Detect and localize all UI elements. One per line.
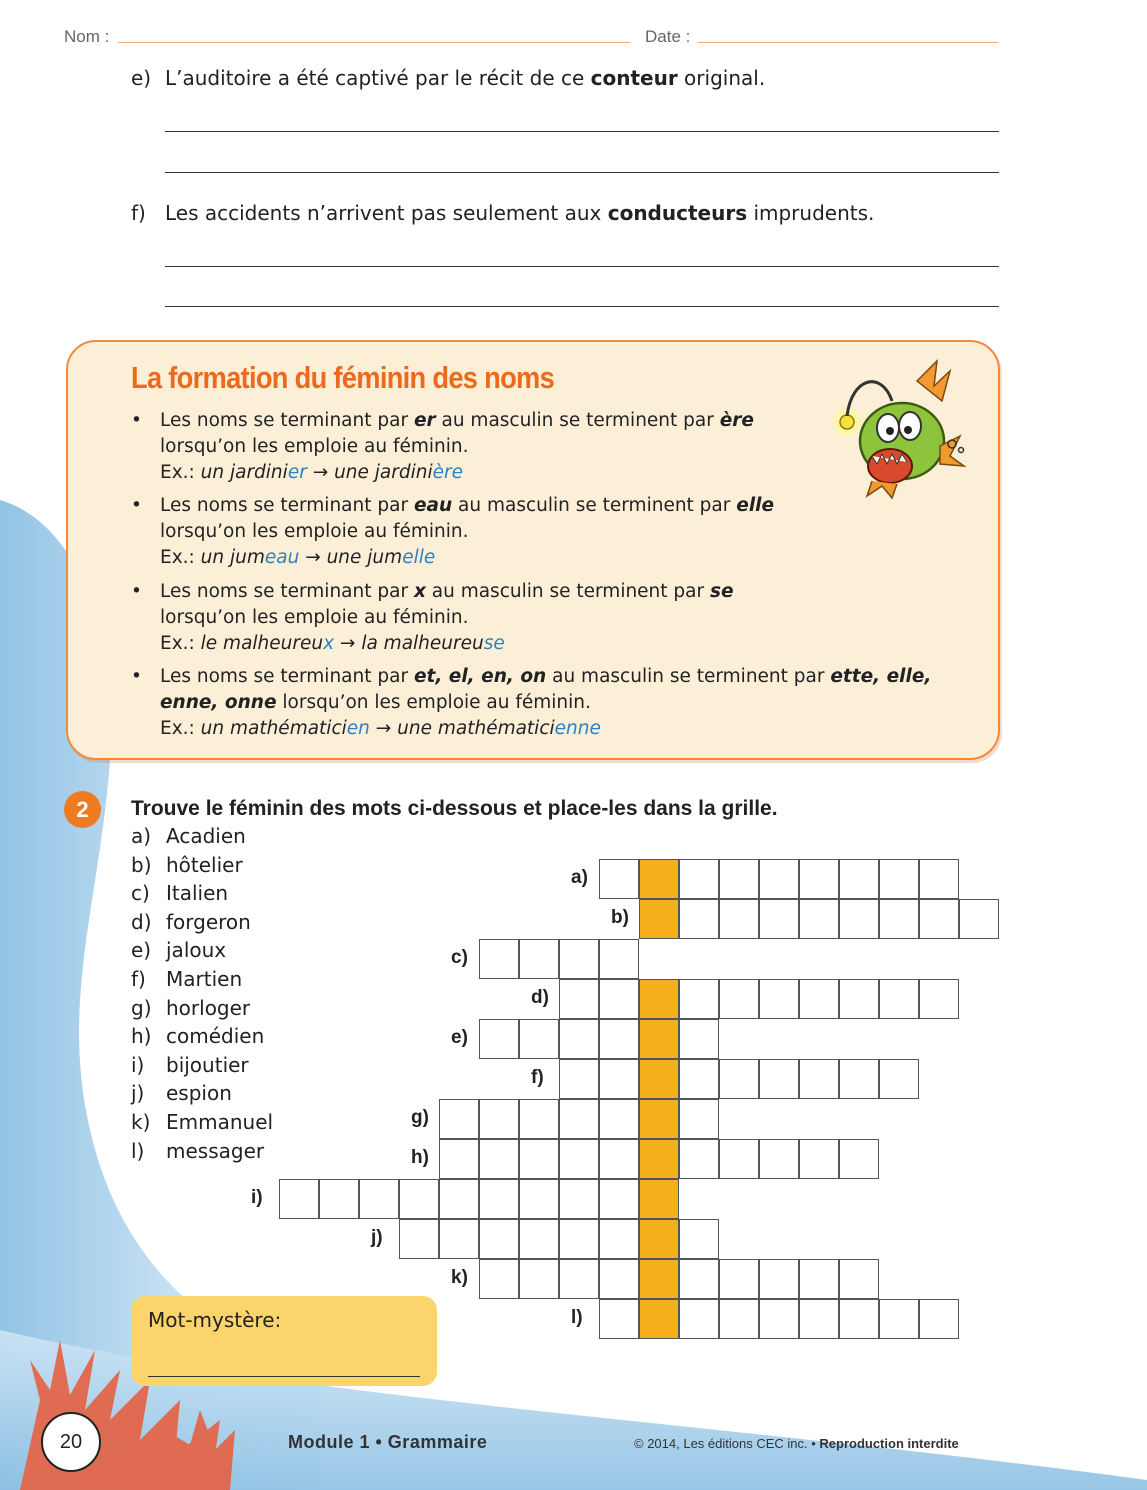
grid-cell[interactable] (599, 1139, 639, 1179)
grid-cell[interactable] (879, 899, 919, 939)
mystery-cell[interactable] (639, 899, 679, 939)
grid-cell[interactable] (919, 899, 959, 939)
example-masc-ending: en (346, 718, 370, 739)
grid-cell[interactable] (479, 1179, 519, 1219)
example-label: Ex.: (160, 462, 201, 483)
rule-text: Les noms se terminant par (160, 666, 414, 687)
exercise-number-badge: 2 (64, 791, 101, 828)
ending-fem: ère (719, 410, 754, 431)
grid-cell[interactable] (759, 1059, 799, 1099)
ending-masc: x (413, 581, 426, 602)
rule-text: Les noms se terminant par (160, 410, 414, 431)
ending-fem: se (710, 581, 734, 602)
grid-cell[interactable] (519, 939, 559, 979)
sentence-part: imprudents. (747, 201, 875, 225)
grid-cell[interactable] (879, 1299, 919, 1339)
grid-cell[interactable] (839, 1059, 879, 1099)
grid-cell[interactable] (919, 859, 959, 899)
grid-row-label: g) (411, 1107, 429, 1128)
example-fem: une jum (326, 547, 403, 568)
rule-text: au masculin se terminent par (546, 666, 831, 687)
grid-cell[interactable] (919, 979, 959, 1019)
mystery-cell[interactable] (639, 1219, 679, 1259)
example-fem: une jardini (334, 462, 433, 483)
grid-cell[interactable] (439, 1139, 479, 1179)
word-label: b) (131, 852, 152, 877)
word-label: i) (131, 1052, 145, 1077)
example-fem-ending: ère (432, 462, 463, 483)
word-item (131, 853, 243, 877)
example-label: Ex.: (160, 633, 201, 654)
grid-cell[interactable] (599, 979, 639, 1019)
word-text: bijoutier (166, 1052, 249, 1077)
grid-row-label: l) (571, 1307, 583, 1328)
grid-cell[interactable] (519, 1219, 559, 1259)
bold-noun: conducteurs (607, 201, 748, 225)
grid-cell[interactable] (679, 1219, 719, 1259)
rule-text: au masculin se terminent par (435, 410, 720, 431)
grid-cell[interactable] (599, 939, 639, 979)
grid-cell[interactable] (759, 979, 799, 1019)
grid-cell[interactable] (839, 1259, 879, 1299)
bullet: • (131, 666, 142, 687)
grid-cell[interactable] (679, 859, 719, 899)
answer-line[interactable] (165, 266, 999, 267)
grid-cell[interactable] (559, 979, 599, 1019)
footer-copyright (634, 1436, 959, 1451)
grid-cell[interactable] (799, 1299, 839, 1339)
grid-cell[interactable] (559, 1019, 599, 1059)
word-label: f) (131, 967, 146, 991)
grid-cell[interactable] (759, 1299, 799, 1339)
grid-cell[interactable] (879, 979, 919, 1019)
grid-cell[interactable] (599, 1219, 639, 1259)
word-item (131, 1139, 264, 1163)
rule-text: Les noms se terminant par (160, 581, 414, 602)
grid-cell[interactable] (559, 1259, 599, 1299)
arrow: → (369, 718, 398, 739)
anglerfish-mascot-illustration (822, 356, 972, 506)
page-number: 20 (41, 1412, 101, 1472)
word-label: j) (131, 1081, 145, 1106)
grid-cell[interactable] (599, 1299, 639, 1339)
ending-fem: enne, onne (160, 692, 277, 713)
rule-example (160, 460, 891, 486)
rule-text: lorsqu’on les emploie au féminin. (160, 607, 469, 628)
grid-cell[interactable] (759, 1139, 799, 1179)
word-label: c) (131, 881, 150, 906)
example-fem: la malheureu (361, 633, 484, 654)
exercise-item-e (131, 66, 765, 90)
grid-cell[interactable] (439, 1099, 479, 1139)
example-masc: le malheureu (200, 633, 324, 654)
word-label: h) (131, 1024, 152, 1049)
rule-2 (131, 493, 891, 571)
bold-noun: conteur (590, 66, 678, 90)
example-masc: un jardini (200, 462, 288, 483)
word-text: espion (166, 1081, 232, 1106)
grid-cell[interactable] (559, 939, 599, 979)
mystery-cell[interactable] (639, 1259, 679, 1299)
mystery-cell[interactable] (639, 1019, 679, 1059)
word-text: Acadien (166, 824, 246, 848)
name-label: Nom : (64, 27, 110, 46)
grid-cell[interactable] (399, 1179, 439, 1219)
grid-cell[interactable] (599, 1099, 639, 1139)
grid-cell[interactable] (479, 1099, 519, 1139)
grid-cell[interactable] (319, 1179, 359, 1219)
grid-cell[interactable] (679, 1139, 719, 1179)
name-field-line[interactable] (118, 42, 630, 43)
copyright-bold: Reproduction interdite (819, 1436, 959, 1451)
word-item (131, 996, 250, 1020)
grid-cell[interactable] (799, 899, 839, 939)
grid-cell[interactable] (719, 1259, 759, 1299)
grid-cell[interactable] (679, 899, 719, 939)
example-label: Ex.: (160, 718, 201, 739)
example-masc-ending: er (287, 462, 307, 483)
word-text: comédien (166, 1024, 265, 1049)
grid-cell[interactable] (679, 979, 719, 1019)
grid-cell[interactable] (879, 859, 919, 899)
ending-masc: et, el, en, on (413, 666, 547, 687)
rule-3 (131, 579, 891, 657)
sentence-part: original. (677, 66, 766, 90)
rule-text: au masculin se terminent par (452, 495, 737, 516)
grid-cell[interactable] (719, 859, 759, 899)
rule-text: au masculin se terminent par (425, 581, 710, 602)
rule-example (160, 545, 891, 571)
ending-fem: ette, elle, (830, 666, 932, 687)
example-fem-ending: se (483, 633, 505, 654)
word-text: horloger (166, 995, 251, 1020)
grid-cell[interactable] (479, 1219, 519, 1259)
grid-cell[interactable] (759, 899, 799, 939)
rule-example (160, 631, 891, 657)
example-fem: une mathématici (397, 718, 555, 739)
grid-cell[interactable] (719, 1299, 759, 1339)
grid-row-label: j) (371, 1227, 383, 1248)
grid-cell[interactable] (679, 1019, 719, 1059)
mystery-cell[interactable] (639, 979, 679, 1019)
grid-cell[interactable] (559, 1179, 599, 1219)
date-label: Date : (645, 27, 691, 46)
grid-cell[interactable] (399, 1219, 439, 1259)
grid-cell[interactable] (799, 859, 839, 899)
word-label: g) (131, 995, 152, 1020)
item-label: e) (131, 66, 152, 90)
word-item (131, 881, 228, 905)
example-masc-ending: x (323, 633, 335, 654)
arrow: → (334, 633, 362, 654)
grid-cell[interactable] (839, 859, 879, 899)
grid-cell[interactable] (519, 1139, 559, 1179)
grid-cell[interactable] (679, 1099, 719, 1139)
grid-cell[interactable] (679, 1299, 719, 1339)
exercise-instruction: Trouve le féminin des mots ci-dessous et place-les dans la grille. (131, 797, 778, 820)
word-item (131, 938, 226, 962)
grid-cell[interactable] (559, 1059, 599, 1099)
word-text: messager (166, 1138, 265, 1163)
item-label: f) (131, 201, 146, 225)
grid-cell[interactable] (799, 1259, 839, 1299)
word-label: k) (131, 1110, 151, 1134)
grid-cell[interactable] (559, 1139, 599, 1179)
word-label: d) (131, 909, 152, 934)
grid-cell[interactable] (839, 899, 879, 939)
grid-cell[interactable] (759, 1259, 799, 1299)
grid-cell[interactable] (799, 1139, 839, 1179)
sentence-part: Les accidents n’arrivent pas seulement aux (165, 201, 608, 225)
rule-box-title: La formation du féminin des noms (131, 360, 555, 395)
grid-cell[interactable] (439, 1179, 479, 1219)
grid-cell[interactable] (599, 1019, 639, 1059)
word-text: hôtelier (166, 852, 243, 877)
grid-cell[interactable] (479, 1019, 519, 1059)
rule-example (160, 716, 971, 742)
grid-cell[interactable] (919, 1299, 959, 1339)
grid-cell[interactable] (759, 859, 799, 899)
answer-line[interactable] (165, 172, 999, 173)
grid-cell[interactable] (719, 1139, 759, 1179)
grid-cell[interactable] (799, 979, 839, 1019)
grid-cell[interactable] (879, 1059, 919, 1099)
rule-text: lorsqu’on les emploie au féminin. (160, 521, 469, 542)
grid-cell[interactable] (599, 1059, 639, 1099)
grid-cell[interactable] (599, 1179, 639, 1219)
grid-row-label: a) (571, 867, 588, 888)
grid-cell[interactable] (479, 939, 519, 979)
mystery-cell[interactable] (639, 1299, 679, 1339)
grid-row-label: i) (251, 1187, 263, 1208)
grid-row-label: b) (611, 907, 629, 928)
grid-row-label: k) (451, 1267, 468, 1288)
footer-module: Module 1 • Grammaire (288, 1432, 488, 1452)
bullet: • (131, 581, 142, 602)
example-label: Ex.: (160, 547, 201, 568)
grid-cell[interactable] (519, 1019, 559, 1059)
mystery-cell[interactable] (639, 1099, 679, 1139)
mystery-word-answer-line[interactable] (148, 1376, 420, 1377)
grid-cell[interactable] (599, 859, 639, 899)
grid-row-label: d) (531, 987, 549, 1008)
word-text: Martien (166, 967, 243, 991)
bullet: • (131, 495, 142, 516)
grid-cell[interactable] (719, 899, 759, 939)
word-item (131, 824, 246, 848)
grid-cell[interactable] (519, 1179, 559, 1219)
grid-row-label: c) (451, 947, 468, 968)
grid-cell[interactable] (839, 979, 879, 1019)
mystery-word-label: Mot-mystère: (148, 1308, 282, 1332)
grid-cell[interactable] (679, 1059, 719, 1099)
bullet: • (131, 410, 142, 431)
example-masc: un mathématici (200, 718, 347, 739)
answer-line[interactable] (165, 131, 999, 132)
word-text: jaloux (166, 938, 227, 963)
mystery-cell[interactable] (639, 1179, 679, 1219)
example-masc-ending: eau (264, 547, 300, 568)
grid-cell[interactable] (359, 1179, 399, 1219)
copyright-text: © 2014, Les éditions CEC inc. • (634, 1436, 820, 1451)
mystery-cell[interactable] (639, 859, 679, 899)
date-field-line[interactable] (698, 42, 998, 43)
word-item (131, 967, 242, 991)
grid-cell[interactable] (799, 1059, 839, 1099)
sentence-part: L’auditoire a été captivé par le récit de ce (165, 66, 591, 90)
grid-cell[interactable] (559, 1099, 599, 1139)
grid-cell[interactable] (959, 899, 999, 939)
example-fem-ending: elle (402, 547, 436, 568)
word-item (131, 1110, 273, 1134)
word-label: e) (131, 938, 152, 963)
example-fem-ending: enne (554, 718, 601, 739)
word-text: forgeron (166, 909, 251, 934)
word-label: a) (131, 824, 152, 848)
rule-4 (131, 664, 971, 742)
grid-cell[interactable] (479, 1139, 519, 1179)
grid-cell[interactable] (839, 1299, 879, 1339)
grid-row-label: f) (531, 1067, 544, 1088)
word-item (131, 1024, 264, 1048)
rule-text: Les noms se terminant par (160, 495, 414, 516)
word-item (131, 910, 251, 934)
ending-fem: elle (736, 495, 775, 516)
grid-cell[interactable] (599, 1259, 639, 1299)
grid-cell[interactable] (479, 1259, 519, 1299)
grid-cell[interactable] (679, 1259, 719, 1299)
ending-masc: er (413, 410, 436, 431)
grid-cell[interactable] (439, 1219, 479, 1259)
grid-row-label: e) (451, 1027, 468, 1048)
arrow: → (299, 547, 327, 568)
grid-cell[interactable] (519, 1099, 559, 1139)
grid-cell[interactable] (719, 1059, 759, 1099)
grid-cell[interactable] (839, 1139, 879, 1179)
grid-cell[interactable] (519, 1259, 559, 1299)
answer-line[interactable] (165, 306, 999, 307)
word-item (131, 1081, 232, 1105)
ending-masc: eau (413, 495, 453, 516)
word-label: l) (131, 1138, 145, 1163)
word-text: Italien (166, 881, 229, 906)
arrow: → (306, 462, 335, 483)
mystery-cell[interactable] (639, 1139, 679, 1179)
example-masc: un jum (200, 547, 265, 568)
rule-text: lorsqu’on les emploie au féminin. (160, 436, 469, 457)
grid-cell[interactable] (559, 1219, 599, 1259)
exercise-item-f (131, 201, 874, 225)
word-item (131, 1053, 249, 1077)
grid-cell[interactable] (279, 1179, 319, 1219)
word-text: Emmanuel (166, 1110, 274, 1134)
rule-1 (131, 408, 891, 486)
mystery-cell[interactable] (639, 1059, 679, 1099)
rule-text: lorsqu’on les emploie au féminin. (276, 692, 591, 713)
grid-cell[interactable] (719, 979, 759, 1019)
grid-row-label: h) (411, 1147, 429, 1168)
